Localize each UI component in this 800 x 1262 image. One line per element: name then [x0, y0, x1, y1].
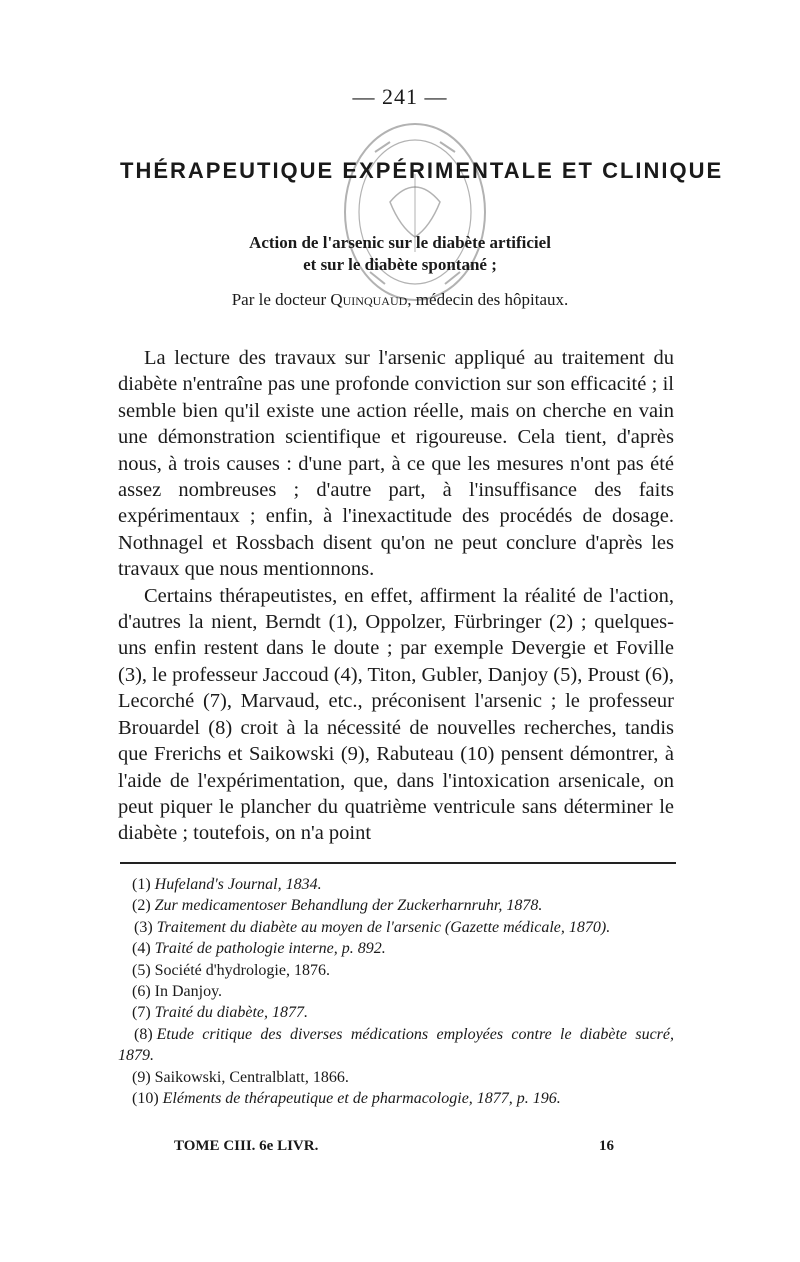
- footnote-separator: [120, 862, 676, 864]
- byline-author: Quinquaud: [330, 290, 408, 309]
- body-text: [118, 345, 674, 847]
- footnote: (1) Hufeland's Journal, 1834.: [132, 876, 322, 893]
- paragraph: La lecture des travaux sur l'arsenic appliqué au traitement du diabète n'entraîne pas une profonde conviction sur son efficacité ; il semble bien qu'il existe une action réelle, mais on cherche en vain une démonstration scientifique et rigoureuse. Cela tient, d'après nous, à trois causes : d'une part, à ce que les mesures n'ont pas été assez nombreuses ; d'autre part, à l'insuffisance des faits expérimentaux ; enfin, à l'inexactitude des procédés de dosage. Nothnagel et Rossbach disent qu'on ne peut conclure d'après les travaux que nous mentionnons.: [118, 347, 674, 581]
- article-title-line-2: et sur le diabète spontané ;: [303, 255, 497, 274]
- footnote: (2) Zur medicamentoser Behandlung der Zuckerharnruhr, 1878.: [132, 897, 543, 915]
- footnote: (6) In Danjoy.: [132, 983, 223, 1001]
- footnote: (9) Saikowski, Centralblatt, 1866.: [132, 1068, 349, 1086]
- signature-volume: TOME CIII. 6e LIVR.: [174, 1138, 319, 1154]
- signature-number: 16: [599, 1138, 614, 1154]
- byline-prefix: Par le docteur: [231, 290, 331, 309]
- footnote: (10) Eléments de thérapeutique et de pharmacologie, 1877, p. 196.: [132, 1090, 561, 1108]
- footnote: (3) Traitement du diabète au moyen de l'arsenic (Gazette médicale, 1870).: [134, 918, 611, 936]
- byline-suffix: , médecin des hôpitaux.: [407, 290, 569, 309]
- paragraph: Certains thérapeutistes, en effet, affirment la réalité de l'action, d'autres la nient, Berndt (1), Oppolzer, Fürbringer (2) ; quelques-uns enfin restent dans le doute ; par exemple Devergie et Foville (3), le professeur Jaccoud (4), Titon, Gubler, Danjoy (5), Proust (6), Lecorché (7), Marvaud, etc., préconisent l'arsenic ; le professeur Brouardel (8) croit à la nécessité de nouvelles recherches, tandis que Frerichs et Saikowski (9), Rabuteau (10) pensent démontrer, à l'aide de l'expérimentation, que, dans l'intoxication arsenicale, on peut piquer le plancher du quatrième ventricule sans déterminer le diabète ; toutefois, on n'a point: [118, 584, 674, 845]
- footnote: (7) Traité du diabète, 1877.: [132, 1004, 308, 1022]
- byline: [120, 290, 680, 310]
- printer-signature: [174, 1138, 614, 1155]
- footnote: (4) Traité de pathologie interne, p. 892.: [132, 940, 386, 958]
- footnotes: [118, 874, 674, 1109]
- footnote: (8) Etude critique des diverses médications employées contre le diabète sucré, 1879.: [118, 1025, 674, 1065]
- library-stamp: [330, 112, 500, 312]
- article-title-line-1: Action de l'arsenic sur le diabète artificiel: [249, 233, 551, 252]
- page-number: — 241 —: [352, 84, 448, 109]
- section-title: THÉRAPEUTIQUE EXPÉRIMENTALE ET CLINIQUE: [120, 158, 724, 183]
- footnote: (5) Société d'hydrologie, 1876.: [132, 961, 330, 979]
- article-title: [120, 232, 680, 276]
